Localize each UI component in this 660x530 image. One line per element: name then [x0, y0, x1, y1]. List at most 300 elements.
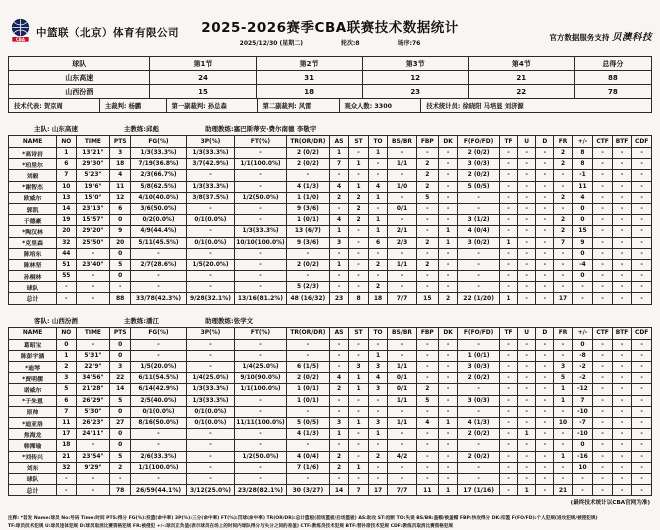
stat-cell: - [416, 362, 438, 373]
stat-cell: 10 [57, 181, 76, 192]
stat-cell: - [349, 406, 368, 417]
stat-cell: - [632, 440, 652, 451]
stat-cell: - [286, 170, 329, 181]
away-team-label: 客队: 山西汾酒 [34, 316, 78, 325]
stat-cell: 0/1(0.0%) [131, 406, 187, 417]
stat-cell: 48 (16/32) [286, 293, 329, 304]
stat-cell: - [388, 282, 417, 293]
stat-cell: - [349, 271, 368, 282]
stat-cell: 2 [368, 282, 387, 293]
stat-cell: - [234, 215, 286, 226]
stat-cell: 3 (0/3) [458, 395, 500, 406]
stat-cell: - [554, 440, 572, 451]
stat-cell: - [349, 282, 368, 293]
stat-cell: - [186, 248, 234, 259]
stat-cell: - [388, 192, 417, 203]
stat-cell: 4/2 [388, 451, 417, 462]
player-name: 陈培东 [9, 248, 57, 259]
stat-cell: - [186, 226, 234, 237]
stat-cell: 3 [329, 417, 348, 428]
column-header: FR [554, 327, 572, 339]
stat-cell: - [388, 473, 417, 484]
stat-cell: - [554, 203, 572, 214]
stat-cell: - [632, 237, 652, 248]
player-name: 刘东 [9, 462, 57, 473]
stat-cell: - [286, 339, 329, 350]
stat-cell: - [329, 282, 348, 293]
stat-cell: - [368, 406, 387, 417]
score-table [8, 56, 652, 99]
official-stats-note: (最终技术统计以CBA官网为准) [570, 500, 650, 507]
player-name: 总计 [9, 293, 57, 304]
stat-cell: 1 [438, 226, 457, 237]
stat-cell: 12 [110, 192, 131, 203]
stat-cell: 2 [110, 462, 131, 473]
stat-cell: 0 [110, 248, 131, 259]
stat-cell: - [612, 181, 631, 192]
player-name: 焦海龙 [9, 429, 57, 440]
stat-cell: 51 [57, 259, 76, 270]
stat-cell: - [518, 271, 536, 282]
away-team-section [8, 316, 652, 507]
player-name: 孙桐林 [9, 271, 57, 282]
stat-cell: - [536, 429, 554, 440]
stat-cell: 2 [368, 451, 387, 462]
stat-cell: - [234, 440, 286, 451]
stat-cell: - [518, 215, 536, 226]
stat-cell: - [286, 271, 329, 282]
stat-cell: 17 (1/16) [458, 485, 500, 496]
stat-cell: - [438, 282, 457, 293]
stat-cell: - [499, 248, 517, 259]
stat-cell: -10 [572, 406, 593, 417]
stat-cell: - [612, 339, 631, 350]
stat-cell: 0/1 [388, 373, 417, 384]
stat-cell: - [234, 350, 286, 361]
column-header: 球队 [9, 57, 150, 71]
stat-cell: - [518, 473, 536, 484]
stat-cell: - [499, 192, 517, 203]
stat-cell: - [554, 259, 572, 270]
stat-cell: 0 [57, 339, 76, 350]
player-row [9, 248, 652, 259]
stat-cell: 2 [416, 159, 438, 170]
stat-cell: - [632, 362, 652, 373]
stat-cell: 11/11(100.0%) [234, 417, 286, 428]
stat-cell: - [438, 339, 457, 350]
stat-cell: 2/3 [388, 237, 417, 248]
column-header: ST [349, 327, 368, 339]
stat-cell: - [632, 485, 652, 496]
official-cell: 第二副裁判: 风雷 [258, 99, 340, 112]
stat-cell: 2 [329, 192, 348, 203]
stat-cell: - [632, 406, 652, 417]
stat-cell: 2 (0/2) [458, 429, 500, 440]
stat-cell: - [536, 192, 554, 203]
player-row [9, 429, 652, 440]
stat-cell: 3/12(25.0%) [186, 485, 234, 496]
stat-cell: - [349, 170, 368, 181]
stat-table-head [9, 327, 652, 339]
stat-cell: - [536, 384, 554, 395]
stat-cell: 3/7(42.9%) [186, 159, 234, 170]
stat-cell: 3 [110, 362, 131, 373]
stat-cell: - [234, 473, 286, 484]
stat-cell: - [572, 473, 593, 484]
player-row [9, 148, 652, 159]
player-row [9, 215, 652, 226]
stat-cell: - [518, 350, 536, 361]
stat-cell: 3 (0/3) [458, 159, 500, 170]
stat-cell: - [632, 148, 652, 159]
stat-cell: - [554, 406, 572, 417]
stat-cell: - [438, 462, 457, 473]
stat-cell: - [536, 406, 554, 417]
stat-cell: -16 [572, 451, 593, 462]
stat-cell: 3/6(50.0%) [131, 203, 187, 214]
stat-cell: - [612, 271, 631, 282]
stat-cell: - [518, 362, 536, 373]
stat-cell: -8 [572, 350, 593, 361]
stat-cell: 0 [110, 429, 131, 440]
stat-header-row [9, 327, 652, 339]
stat-cell: - [368, 440, 387, 451]
stat-cell: 2 (0/2) [286, 259, 329, 270]
stat-cell: 3 [368, 384, 387, 395]
stat-cell: - [499, 350, 517, 361]
stat-cell: 5/8(62.5%) [131, 181, 187, 192]
player-name: *谢智杰 [9, 181, 57, 192]
column-header: 第4节 [468, 57, 574, 71]
stat-cell: 0 [110, 350, 131, 361]
player-name: 陈林坚 [9, 259, 57, 270]
stat-cell: 5 [110, 259, 131, 270]
stat-cell: 19'6" [76, 181, 110, 192]
column-header: FR [554, 136, 572, 148]
stat-cell: - [186, 440, 234, 451]
stat-cell: - [612, 259, 631, 270]
stat-cell: - [416, 226, 438, 237]
stat-cell: - [186, 339, 234, 350]
stat-cell: - [518, 159, 536, 170]
stat-cell: -1 [572, 170, 593, 181]
stat-cell: - [234, 429, 286, 440]
away-stat-table [8, 327, 652, 497]
stat-cell: 1/1(100.0%) [234, 384, 286, 395]
stat-cell: 5 (2/3) [286, 282, 329, 293]
stat-cell: - [632, 271, 652, 282]
stat-cell: - [632, 339, 652, 350]
stat-cell: - [518, 226, 536, 237]
player-name: 球队 [9, 473, 57, 484]
stat-cell: 1 [368, 148, 387, 159]
stat-cell: - [388, 339, 417, 350]
stat-cell: 2 (0/2) [286, 148, 329, 159]
stat-cell: 32 [57, 462, 76, 473]
stat-cell: 6 [57, 395, 76, 406]
stat-cell: 1 [518, 429, 536, 440]
stat-cell: 4 [416, 417, 438, 428]
column-header: NO [57, 327, 76, 339]
stat-cell: - [57, 282, 76, 293]
stat-cell: 18 [110, 159, 131, 170]
player-name: *刘传兴 [9, 451, 57, 462]
stat-cell: - [499, 259, 517, 270]
official-cell: 技术代表: 贺京周 [9, 99, 100, 112]
stat-cell: - [368, 170, 387, 181]
stat-cell: - [593, 339, 612, 350]
stat-cell: 5 [110, 395, 131, 406]
stat-cell: 9 (3/6) [286, 203, 329, 214]
stat-cell: 1 [329, 429, 348, 440]
stat-cell: 30 (3/27) [286, 485, 329, 496]
stat-cell: - [186, 473, 234, 484]
column-header: DK [438, 136, 457, 148]
stat-cell: - [131, 339, 187, 350]
player-row [9, 226, 652, 237]
stat-cell: 1 [554, 384, 572, 395]
stat-cell: 15'57" [76, 215, 110, 226]
sheet-title: 2025-2026赛季CBA联赛技术数据统计 [201, 20, 459, 36]
stat-cell: - [593, 248, 612, 259]
stat-cell: - [57, 485, 76, 496]
stat-cell: 4 [368, 373, 387, 384]
stat-cell: - [536, 282, 554, 293]
stat-cell: 8 [349, 293, 368, 304]
stat-cell: -7 [572, 417, 593, 428]
stat-cell: - [234, 203, 286, 214]
stat-cell: - [593, 406, 612, 417]
away-team-header [8, 316, 652, 325]
stat-cell: - [593, 181, 612, 192]
legend-footnotes [8, 515, 652, 530]
stat-cell: -10 [572, 429, 593, 440]
stat-cell: - [438, 271, 457, 282]
stat-cell: 13 [57, 192, 76, 203]
stat-cell: - [499, 440, 517, 451]
stat-cell: - [286, 440, 329, 451]
stat-cell: 20 [110, 237, 131, 248]
official-cell: 第一副裁判: 孙总森 [167, 99, 258, 112]
column-header: FBP [416, 327, 438, 339]
stat-cell: 5 [554, 373, 572, 384]
stat-cell: - [499, 373, 517, 384]
stat-cell: 23'40" [76, 259, 110, 270]
stat-cell: - [612, 226, 631, 237]
stat-cell: 2 [329, 451, 348, 462]
stat-cell: - [518, 293, 536, 304]
stat-cell: - [499, 451, 517, 462]
stat-cell: 33/78(42.3%) [131, 293, 187, 304]
stat-cell: - [536, 203, 554, 214]
stat-cell: - [518, 192, 536, 203]
quarter-score: 24 [150, 71, 256, 85]
stat-cell: - [612, 395, 631, 406]
stat-cell: 6 [110, 203, 131, 214]
stat-cell: - [572, 293, 593, 304]
stat-cell: - [76, 339, 110, 350]
stat-cell: - [632, 384, 652, 395]
stat-cell: - [593, 293, 612, 304]
player-name: *高诗岩 [9, 148, 57, 159]
stat-cell: 9 [572, 237, 593, 248]
stat-cell: - [131, 429, 187, 440]
stat-cell: 11 [110, 181, 131, 192]
stat-cell: - [536, 417, 554, 428]
stat-cell: 7 [572, 395, 593, 406]
stat-cell: 1/1 [388, 395, 417, 406]
stat-cell: - [632, 473, 652, 484]
player-row [9, 451, 652, 462]
stat-cell: 1 [329, 148, 348, 159]
stat-cell: 3 [554, 362, 572, 373]
stat-cell: 26'29" [76, 395, 110, 406]
stat-cell: - [612, 451, 631, 462]
stat-cell: - [554, 271, 572, 282]
stat-cell: - [536, 485, 554, 496]
stat-cell: - [499, 417, 517, 428]
player-name: *迪亚洛 [9, 417, 57, 428]
stat-cell: - [536, 159, 554, 170]
stat-cell: 55 [57, 271, 76, 282]
stat-cell: - [458, 473, 500, 484]
stat-header-row [9, 136, 652, 148]
stat-cell: 9'29" [76, 462, 110, 473]
stat-cell: 2/6(33.3%) [131, 451, 187, 462]
stat-cell: 1 [349, 373, 368, 384]
player-name: *克里森 [9, 237, 57, 248]
stat-cell: - [438, 170, 457, 181]
player-row [9, 203, 652, 214]
stat-cell: - [286, 350, 329, 361]
stat-cell: - [438, 406, 457, 417]
stat-cell: 3 [368, 417, 387, 428]
stat-cell: - [388, 462, 417, 473]
stat-cell: 1 [368, 429, 387, 440]
stat-cell: - [416, 429, 438, 440]
stat-cell: - [536, 395, 554, 406]
stat-cell: - [554, 181, 572, 192]
stat-cell: - [76, 282, 110, 293]
stat-cell: - [593, 429, 612, 440]
stat-cell: 88 [110, 293, 131, 304]
column-header: CDF [632, 327, 652, 339]
stat-cell: 0 [110, 440, 131, 451]
column-header: CTF [593, 327, 612, 339]
stat-cell: - [57, 293, 76, 304]
player-row [9, 339, 652, 350]
stat-cell: - [458, 440, 500, 451]
stat-cell: 5'31" [76, 350, 110, 361]
stat-cell: 4 (1/3) [286, 181, 329, 192]
stat-cell: 20 [57, 226, 76, 237]
player-row [9, 440, 652, 451]
stat-cell: 23 [329, 293, 348, 304]
stat-cell: 0/1(0.0%) [186, 237, 234, 248]
stat-cell: 2 [368, 259, 387, 270]
stat-cell: - [438, 384, 457, 395]
stat-cell: 23/28(82.1%) [234, 485, 286, 496]
stat-cell: - [438, 215, 457, 226]
stat-cell: 2 [349, 192, 368, 203]
stat-cell: 4 [368, 181, 387, 192]
player-row [9, 271, 652, 282]
column-header: NAME [9, 327, 57, 339]
stat-cell: 1/4(25.0%) [234, 362, 286, 373]
stat-cell: - [329, 395, 348, 406]
stat-cell: - [458, 462, 500, 473]
stat-cell: 5 [416, 192, 438, 203]
stat-cell: - [593, 384, 612, 395]
stat-cell: - [612, 473, 631, 484]
stat-cell: 2 [416, 181, 438, 192]
stat-cell: - [612, 429, 631, 440]
company-name: 中篮联（北京）体育有限公司 [36, 27, 179, 39]
stat-cell: - [632, 282, 652, 293]
stat-cell: 1 [438, 237, 457, 248]
stat-cell: 3 (0/3) [458, 362, 500, 373]
stat-cell: - [186, 429, 234, 440]
stat-cell: - [612, 406, 631, 417]
stat-cell: - [632, 215, 652, 226]
column-header: CDF [632, 136, 652, 148]
stat-cell: - [186, 362, 234, 373]
home-coach-label: 主教练:邱彪 [123, 125, 159, 133]
stat-cell: 7/19(36.8%) [131, 159, 187, 170]
team-name: 山东高速 [9, 71, 150, 85]
column-header: FT(%) [234, 327, 286, 339]
stat-cell: - [499, 159, 517, 170]
column-header: U [518, 327, 536, 339]
quarter-score: 21 [468, 71, 574, 85]
stat-cell: - [234, 271, 286, 282]
stat-cell: 6 [368, 237, 387, 248]
stat-cell: - [554, 350, 572, 361]
score-row [9, 85, 652, 99]
quarter-score: 22 [468, 85, 574, 99]
column-header: ST [349, 136, 368, 148]
score-table-head [9, 57, 652, 71]
home-team-label: 主队: 山东高速 [34, 125, 78, 133]
stat-cell: - [416, 271, 438, 282]
stat-cell: - [499, 148, 517, 159]
stat-cell: - [632, 192, 652, 203]
stat-cell: - [499, 395, 517, 406]
column-header: 3P(%) [186, 327, 234, 339]
stat-cell: - [593, 462, 612, 473]
stat-cell: - [388, 350, 417, 361]
stat-cell: - [131, 248, 187, 259]
quarter-score: 78 [574, 85, 651, 99]
stat-cell: 9/10(90.0%) [234, 373, 286, 384]
stat-cell: 0/1(0.0%) [186, 417, 234, 428]
totals-row [9, 293, 652, 304]
sponsor-prefix: 官方数据服务支持 [549, 33, 610, 42]
stat-cell: - [554, 170, 572, 181]
stat-cell: - [518, 373, 536, 384]
stat-cell: 3/8(37.5%) [186, 192, 234, 203]
stat-cell: - [612, 417, 631, 428]
game-round: 轮次:8 [341, 40, 360, 47]
stat-cell: 1/1(100.0%) [131, 462, 187, 473]
game-date: 2025/12/30 (星期二) [239, 40, 304, 47]
stat-cell: 4/10(40.0%) [131, 192, 187, 203]
column-header: TO [368, 136, 387, 148]
column-header: 第3节 [362, 57, 468, 71]
stat-cell: -2 [572, 373, 593, 384]
player-row [9, 181, 652, 192]
stat-cell: - [76, 271, 110, 282]
